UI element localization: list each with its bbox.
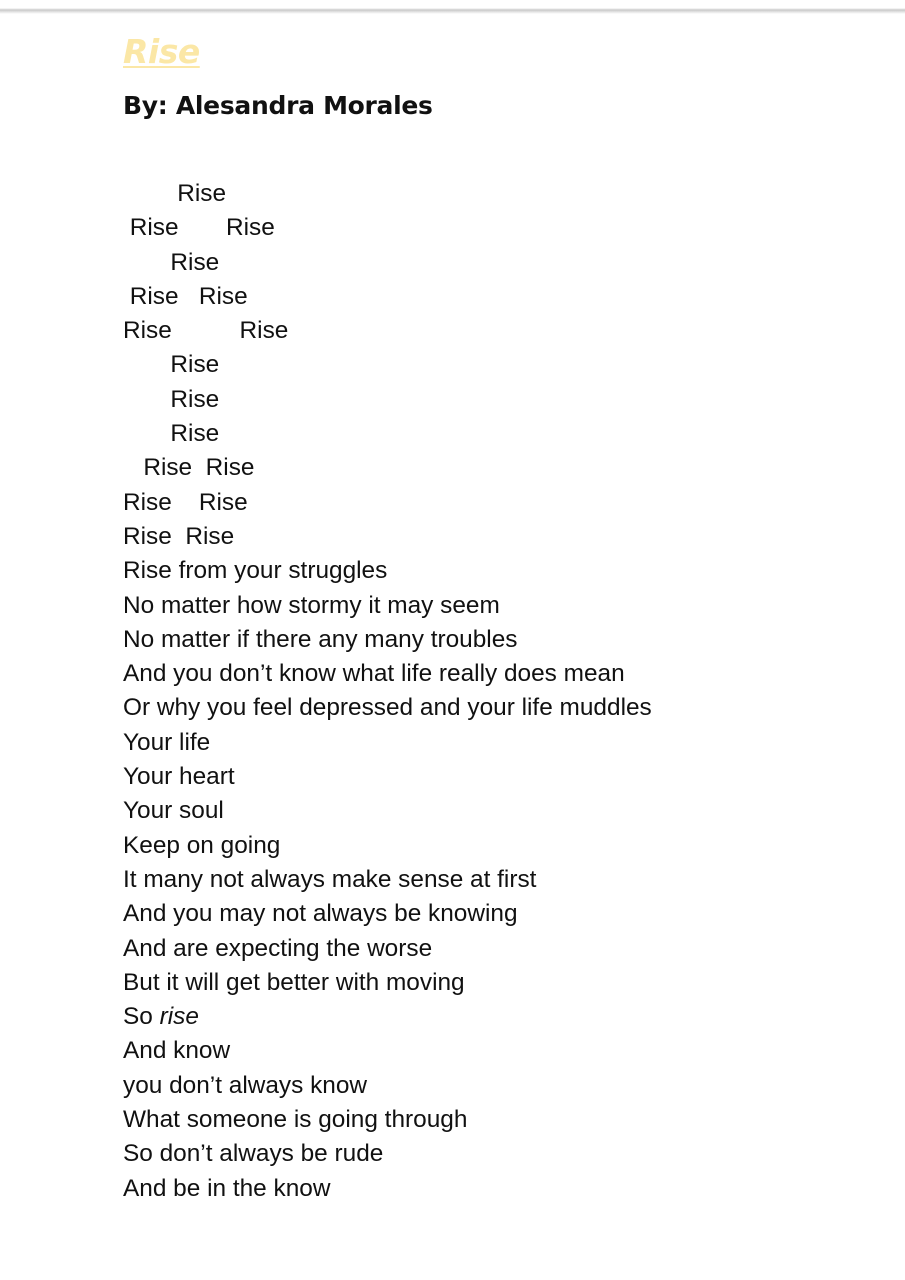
poem-line: And you don’t know what life really does mean: [123, 660, 625, 688]
poem-line: [123, 1000, 652, 1034]
poem-line: Rise Rise: [123, 522, 235, 550]
poem-line: But it will get better with moving: [123, 968, 465, 996]
author-byline: By: Alesandra Morales: [123, 91, 433, 120]
poem-line: Keep on going: [123, 831, 281, 859]
poem-line: Rise from your struggles: [123, 557, 388, 585]
poem-line: What someone is going through: [123, 1106, 468, 1134]
poem-title: Rise: [123, 32, 200, 71]
poem-line: you don’t always know: [123, 1071, 368, 1099]
poem-body: [123, 177, 652, 1206]
poem-line: No matter if there any many troubles: [123, 625, 518, 653]
poem-line: And know: [123, 1037, 231, 1065]
poem-line: And be in the know: [123, 1174, 331, 1202]
poem-line: And you may not always be knowing: [123, 900, 518, 928]
poem-line: Rise Rise: [123, 317, 289, 345]
poem-line: It many not always make sense at first: [123, 865, 537, 893]
poem-line: Rise: [123, 420, 220, 448]
poem-line: Rise Rise: [123, 214, 275, 242]
poem-line: And are expecting the worse: [123, 934, 433, 962]
poem-line: Rise: [123, 351, 220, 379]
page-top-edge: [0, 0, 905, 14]
poem-line: Rise: [123, 385, 220, 413]
poem-line: Rise: [123, 248, 220, 276]
poem-line: Rise Rise: [123, 454, 255, 482]
poem-line: No matter how stormy it may seem: [123, 591, 500, 619]
poem-line-emphasis: rise: [159, 1003, 199, 1031]
poem-line: Your soul: [123, 797, 224, 825]
poem-line: Your life: [123, 728, 211, 756]
poem-line: Rise: [123, 180, 227, 207]
poem-line: So don’t always be rude: [123, 1140, 384, 1168]
poem-line: Or why you feel depressed and your life muddles: [123, 694, 652, 722]
poem-line: Your heart: [123, 763, 235, 791]
poem-line: Rise Rise: [123, 488, 248, 516]
poem-line: Rise Rise: [123, 282, 248, 310]
poem-line-text: So: [123, 1003, 160, 1031]
